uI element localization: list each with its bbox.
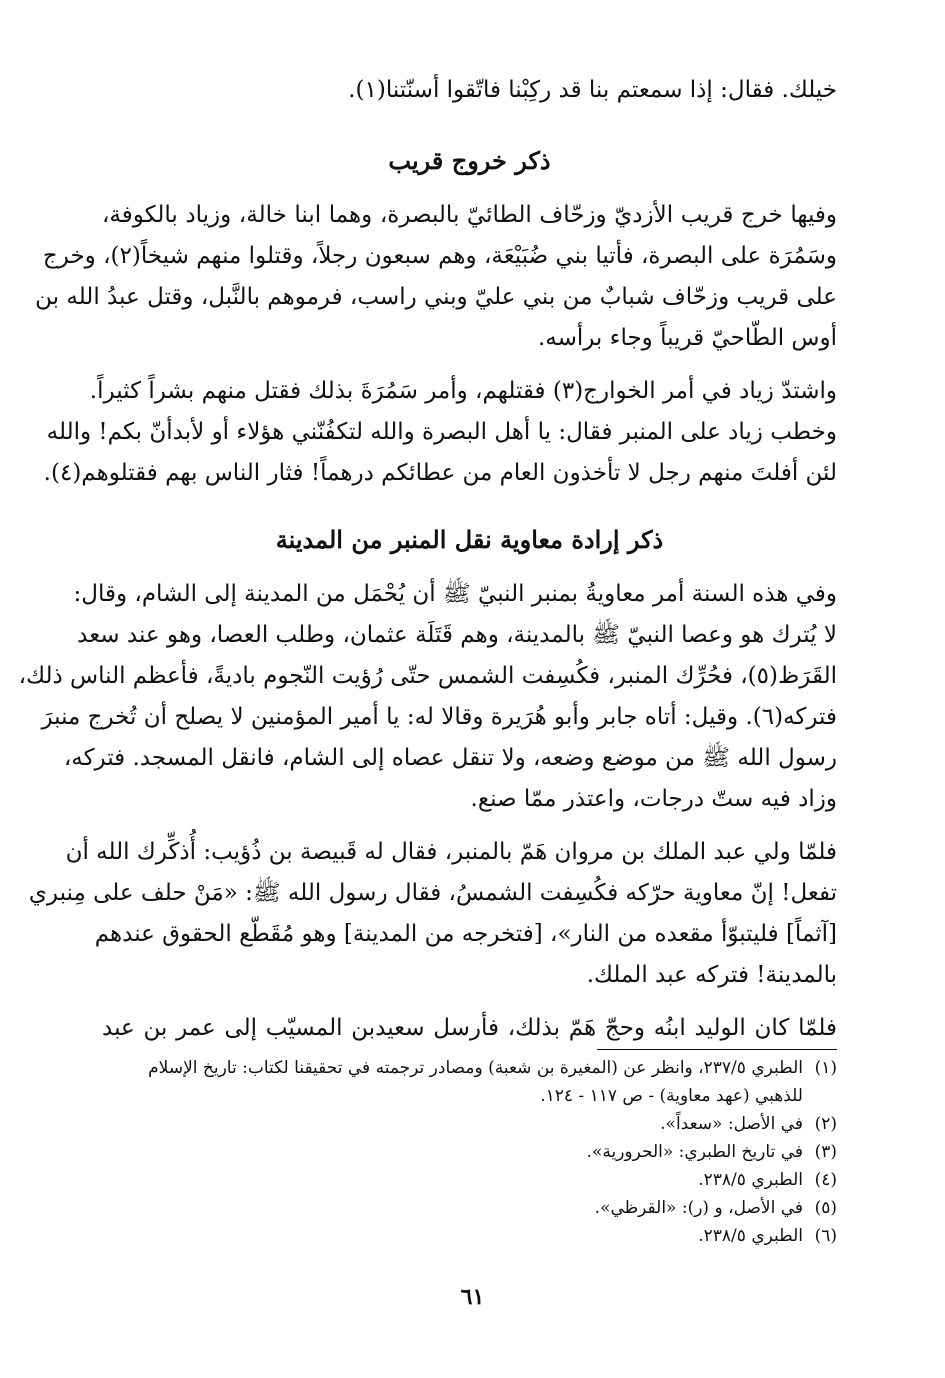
page-number: ٦١: [460, 1284, 485, 1310]
intro-line: خيلك. فقال: إذا سمعتم بنا قد ركِبْنا فاتّقوا أسنّتنا(١).: [348, 77, 837, 103]
footnote-text: في تاريخ الطبري: «الحرورية».: [586, 1142, 803, 1162]
footnote-text: الطبري ٢٣٧/٥، وانظر عن (المغيرة بن شعبة) ومصادر ترجمته في تحقيقنا لكتاب: تاريخ الإسلام: [148, 1058, 803, 1078]
footnote: [102, 1054, 837, 1082]
footnote-number: (٤): [814, 1170, 837, 1190]
text-line: أوس الطّاحيّ قريباً وجاء برأسه.: [537, 325, 837, 351]
text-line: فلمّا كان الوليد ابنُه وحجّ هَمّ بذلك، فأرسل سعيدبن المسيّب إلى عمر بن عبد: [102, 1015, 837, 1041]
footnote: [102, 1194, 837, 1222]
text-line: تفعل! إنّ معاوية حرّكه فكُسِفت الشمسُ، فقال رسول الله ﷺ: «مَنْ حلف على مِنبري: [28, 880, 837, 906]
footnote: [102, 1166, 837, 1194]
text-line: وخطب زياد على المنبر فقال: يا أهل البصرة والله لتكفُنّني هؤلاء أو لأبدأنّ بكم! والله: [46, 419, 837, 445]
footnote: [102, 1110, 837, 1138]
text-line: على قريب وزحّاف شبابٌ من بني عليّ وبني راسب، فرموهم بالنَّبل، وقتل عبدُ الله بن: [35, 284, 837, 310]
text-line: لا يُترك هو وعصا النبيّ ﷺ بالمدينة، وهم قَتَلَة عثمان، وطلب العصا، وهو عند سعد: [77, 622, 837, 648]
paragraph: [35, 195, 837, 359]
text-line: [آثماً] فليتبوّأ مقعده من النار»، [فتخرجه من المدينة] وهو مُقَطّع الحقوق عندهم: [94, 921, 837, 947]
footnote-text: الطبري ٢٣٨/٥.: [698, 1226, 803, 1246]
paragraph: [18, 574, 837, 820]
footnote-number: (١): [814, 1058, 837, 1078]
text-line: وفي هذه السنة أمر معاويةُ بمنبر النبيّ ﷺ أن يُحْمَل من المدينة إلى الشام، وقال:: [73, 581, 837, 607]
footnote-number: (٢): [814, 1114, 837, 1134]
text-line: رسول الله ﷺ من موضع وضعه، ولا تنقل عصاه إلى الشام، فانقل المسجد. فتركه،: [63, 745, 837, 771]
paragraph: [43, 371, 837, 494]
footnote-number: (٦): [814, 1226, 837, 1246]
footnote-text: في الأصل، و (ر): «القرظي».: [594, 1198, 803, 1218]
footnotes: [102, 1054, 837, 1250]
footnote-separator: [597, 1049, 837, 1050]
paragraph: [102, 1008, 837, 1049]
text-line: وسَمُرَة على البصرة، فأتيا بني ضُبَيْعَة، وهم سبعون رجلاً، وقتلوا منهم شيخاً(٢)، وخرج: [42, 243, 837, 269]
footnote-number: (٣): [814, 1142, 837, 1162]
text-line: وفيها خرج قريب الأزديّ وزحّاف الطائيّ بالبصرة، وهما ابنا خالة، وزياد بالكوفة،: [102, 202, 837, 228]
text-line: واشتدّ زياد في أمر الخوارج(٣) فقتلهم، وأمر سَمُرَةَ بذلك فقتل منهم بشراً كثيراً.: [89, 378, 837, 404]
footnote-text: في الأصل: «سعداً».: [660, 1114, 803, 1134]
text-line: القَرَظ(٥)، فحُرِّك المنبر، فكُسِفت الشمس حتّى رُؤيت النّجوم باديةً، فأعظم الناس ذلك،: [18, 663, 837, 689]
section-heading-qarib: ذكر خروج قريب: [388, 146, 551, 175]
text-line: لئن أفلتَ منهم رجل لا تأخذون العام من عطائكم درهماً! فثار الناس بهم فقتلوهم(٤).: [43, 460, 837, 486]
paragraph: [28, 832, 837, 996]
text-line: وزاد فيه ستّ درجات، واعتذر ممّا صنع.: [470, 786, 837, 812]
footnote-text: الطبري ٢٣٨/٥.: [698, 1170, 803, 1190]
text-line: فتركه(٦). وقيل: أتاه جابر وأبو هُرَيرة وقالا له: يا أمير المؤمنين لا يصلح أن تُخرج منبرَ: [41, 704, 837, 730]
text-line: بالمدينة! فتركه عبد الملك.: [586, 962, 837, 988]
footnote-continuation: للذهبي (عهد معاوية) - ص ١١٧ - ١٢٤.: [540, 1086, 803, 1106]
section-heading-minbar: ذكر إرادة معاوية نقل المنبر من المدينة: [275, 525, 664, 554]
text-line: فلمّا ولي عبد الملك بن مروان هَمّ بالمنبر، فقال له قَبيصة بن ذُؤيب: أُذكِّرك الله أن: [65, 839, 837, 865]
footnote: [102, 1222, 837, 1250]
footnote: [102, 1138, 837, 1166]
footnote-number: (٥): [814, 1198, 837, 1218]
